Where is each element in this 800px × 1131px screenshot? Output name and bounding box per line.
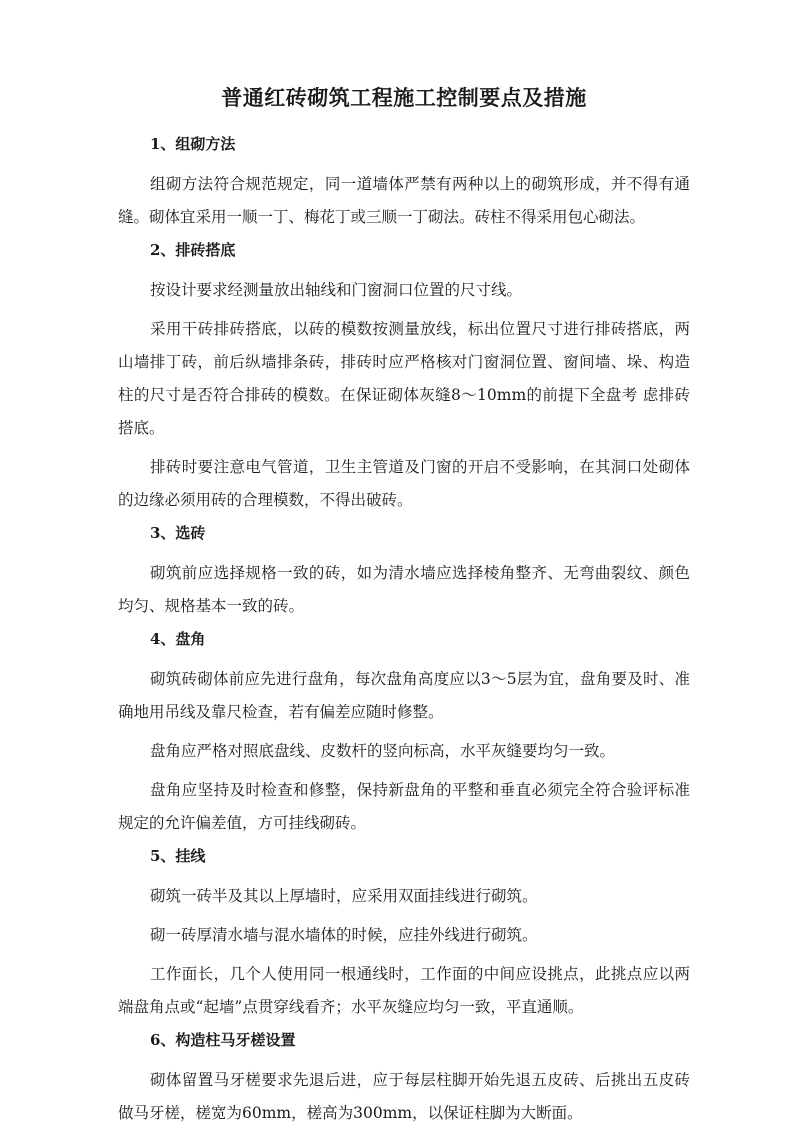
paragraph: 砌筑一砖半及其以上厚墙时，应采用双面挂线进行砌筑。 bbox=[150, 887, 538, 905]
paragraph: 砌体留置马牙槎要求先退后进，应于每层柱脚开始先退五皮砖、后挑出五皮砖做马牙槎，槎宽为60mm，槎高为300mm，以保证柱脚为大断面。 bbox=[118, 1071, 690, 1122]
section-heading: 3、选砖 bbox=[150, 524, 206, 542]
paragraph: 工作面长，几个人使用同一根通线时，工作面的中间应设挑点，此挑点应以两端盘角点或“起墙”点贯穿线看齐；水平灰缝应均匀一致，平直通顺。 bbox=[118, 965, 690, 1016]
paragraph: 组砌方法符合规范规定，同一道墙体严禁有两种以上的砌筑形成，并不得有通缝。砌体宜采用一顺一丁、梅花丁或三顺一丁砌法。砖柱不得采用包心砌法。 bbox=[118, 175, 690, 226]
paragraph: 盘角应严格对照底盘线、皮数杆的竖向标高，水平灰缝要均匀一致。 bbox=[150, 742, 616, 760]
section-heading: 1、组砌方法 bbox=[150, 135, 236, 153]
paragraph: 按设计要求经测量放出轴线和门窗洞口位置的尺寸线。 bbox=[150, 281, 523, 299]
section-column-toothing bbox=[118, 1030, 690, 1130]
paragraph: 砌一砖厚清水墙与混水墙体的时候，应挂外线进行砌筑。 bbox=[150, 926, 538, 944]
paragraph: 砌筑前应选择规格一致的砖，如为清水墙应选择棱角整齐、无弯曲裂纹、颜色均匀、规格基本一致的砖。 bbox=[118, 564, 690, 615]
section-brick-selection bbox=[118, 523, 690, 623]
paragraph: 盘角应坚持及时检查和修整，保持新盘角的平整和垂直必须完全符合验评标准规定的允许偏差值，方可挂线砌砖。 bbox=[118, 781, 690, 832]
section-brick-layout bbox=[118, 240, 690, 517]
section-heading: 6、构造柱马牙槎设置 bbox=[150, 1031, 296, 1049]
section-heading: 4、盘角 bbox=[150, 630, 206, 648]
section-heading: 2、排砖搭底 bbox=[150, 241, 236, 259]
paragraph: 采用干砖排砖搭底，以砖的模数按测量放线，标出位置尺寸进行排砖搭底，两山墙排丁砖，前后纵墙排条砖，排砖时应严格核对门窗洞位置、窗间墙、垛、构造柱的尺寸是否符合排砖的模数。在保证砌体灰缝8～10mm的前提下全盘考 虑排砖搭底。 bbox=[118, 320, 690, 437]
page-title: 普通红砖砌筑工程施工控制要点及措施 bbox=[221, 85, 587, 110]
section-masonry-bond bbox=[118, 134, 690, 234]
paragraph: 排砖时要注意电气管道，卫生主管道及门窗的开启不受影响，在其洞口处砌体的边缘必须用砖的合理模数，不得出破砖。 bbox=[118, 458, 690, 509]
paragraph: 砌筑砖砌体前应先进行盘角，每次盘角高度应以3～5层为宜，盘角要及时、准确地用吊线及靠尺检查，若有偏差应随时修整。 bbox=[118, 670, 690, 721]
section-corner-building bbox=[118, 629, 690, 840]
section-heading: 5、挂线 bbox=[150, 847, 206, 865]
section-line-hanging bbox=[118, 846, 690, 1024]
